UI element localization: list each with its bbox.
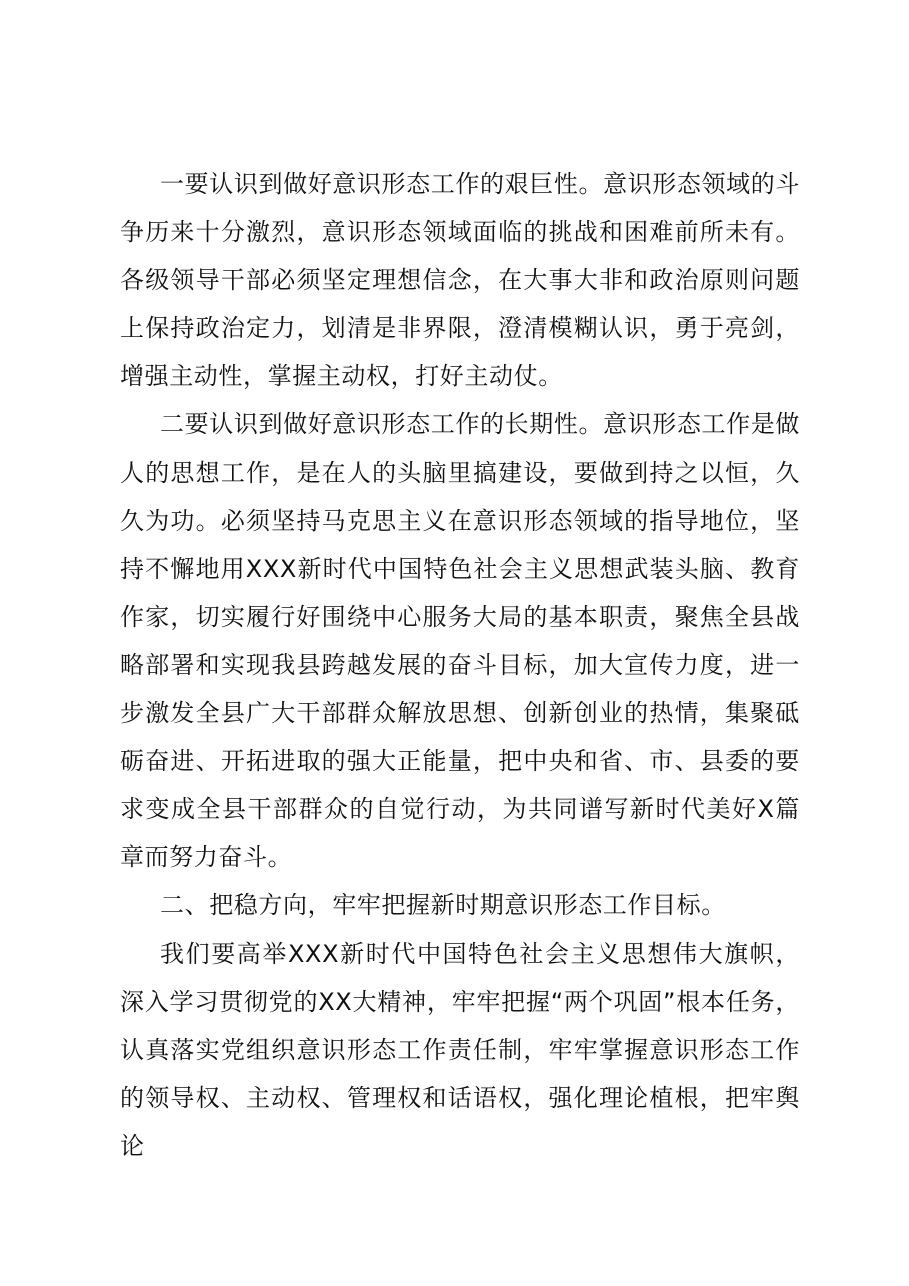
document-page: [120, 160, 800, 1170]
section-heading-direction: 二、把稳方向，牢牢把握新时期意识形态工作目标。: [160, 891, 726, 920]
paragraph-awareness-long-term: 二要认识到做好意识形态工作的长期性。意识形态工作是做人的思想工作，是在人的头脑里搞建设，要做到持之以恒，久久为功。必须坚持马克思主义在意识形态领域的指导地位，坚持不懈地用XXX新时代中国特色社会主义思想武装头脑、教育作家，切实履行好围绕中心服务大局的基本职责，聚焦全县战略部署和实现我县跨越发展的奋斗目标，加大宣传力度，进一步激发全县广大干部群众解放思想、创新创业的热情，集聚砥砺奋进、开拓进取的强大正能量，把中央和省、市、县委的要求变成全县干部群众的自觉行动，为共同谱写新时代美好X篇章而努力奋斗。: [120, 410, 800, 872]
paragraph-banner-task: 我们要高举XXX新时代中国特色社会主义思想伟大旗帜，深入学习贯彻党的XX大精神，牢牢把握“两个巩固”根本任务，认真落实党组织意识形态工作责任制，牢牢掌握意识形态工作的领导权、主动权、管理权和话语权，强化理论植根，把牢舆论: [120, 939, 800, 1160]
paragraph-awareness-difficulty: 一要认识到做好意识形态工作的艰巨性。意识形态领域的斗争历来十分激烈，意识形态领域面临的挑战和困难前所未有。各级领导干部必须坚定理想信念，在大事大非和政治原则问题上保持政治定力，划清是非界限，澄清模糊认识，勇于亮剑，增强主动性，掌握主动权，打好主动仗。: [120, 170, 800, 391]
